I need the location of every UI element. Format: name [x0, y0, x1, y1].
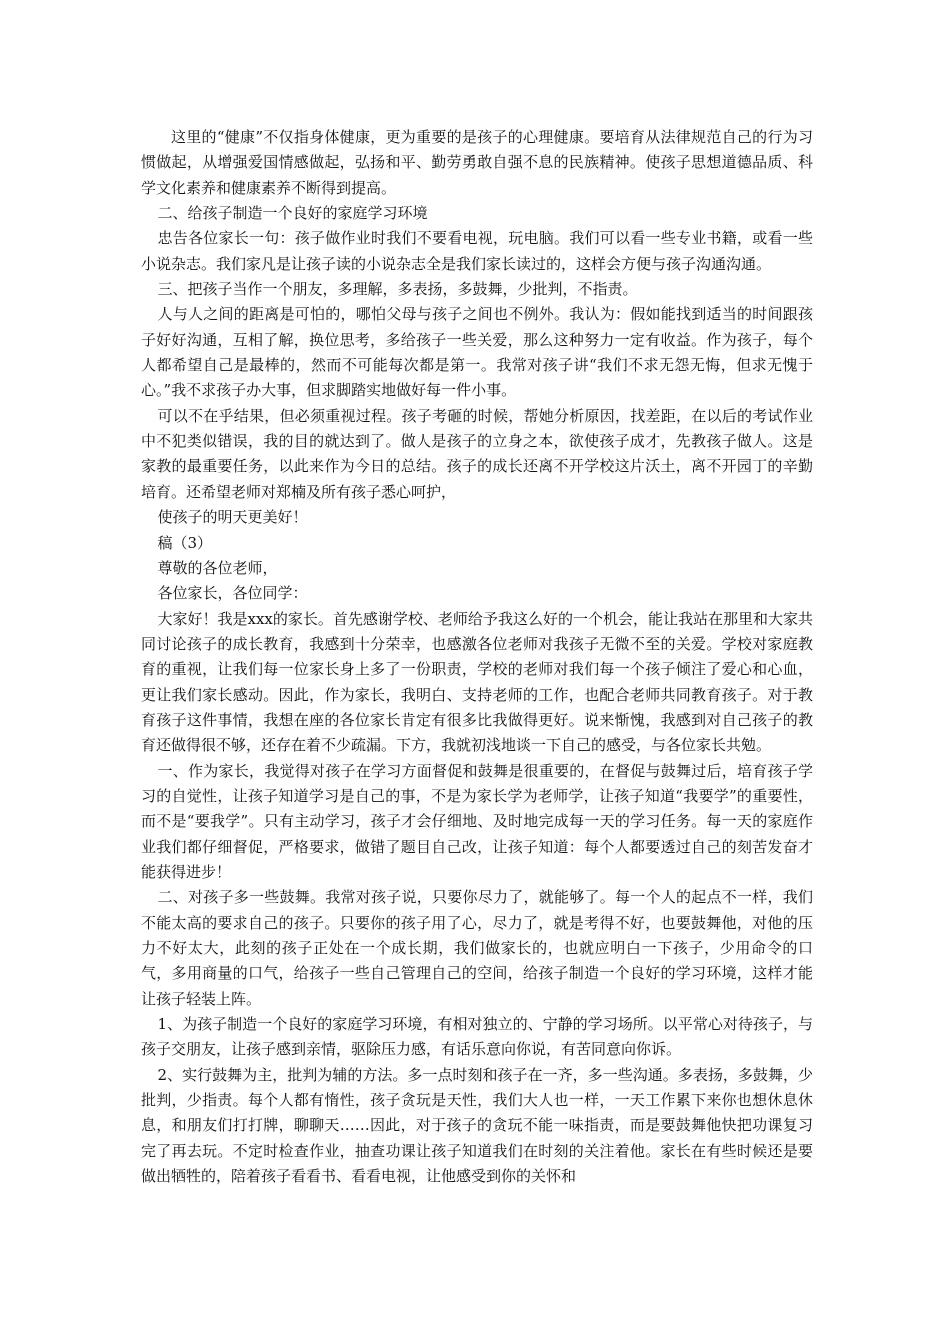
paragraph-future: 使孩子的明天更美好！	[157, 508, 308, 527]
greeting-teachers: 尊敬的各位老师，	[157, 558, 278, 577]
paragraph-sub-two: 2、实行鼓舞为主，批判为辅的方法。多一点时刻和孩子在一齐，多一些沟通。多表扬，多鼓舞，少批判，少指责。每个人都有惰性，孩子贪玩是天性，我们大人也一样，一天工作累下来你也想休息休息，和朋友们打打牌，聊聊天……因此，对于孩子的贪玩不能一味指责，而是要鼓舞他快把功课复习完了再去玩。不定时检查作业，抽查功课让孩子知道我们在时刻的关注着他。家长在有些时候还是要做出牺牲的，陪着孩子看看书、看看电视，让他感受到你的关怀和	[141, 1065, 813, 1186]
heading-home-environment: 二、给孩子制造一个良好的家庭学习环境	[157, 204, 428, 223]
heading-friend: 三、把孩子当作一个朋友，多理解，多表扬，多鼓舞，少批判，不指责。	[157, 280, 638, 299]
paragraph-health: 这里的“健康”不仅指身体健康，更为重要的是孩子的心理健康。要培育从法律规范自己的行为习惯做起，从增强爱国情感做起，弘扬和平、勤劳勇敢自强不息的民族精神。使孩子思想道德品质、科学文化素养和健康素养不断得到提高。	[141, 128, 813, 197]
paragraph-sub-one: 1、为孩子制造一个良好的家庭学习环境，有相对独立的、宁静的学习场所。以平常心对待孩子，与孩子交朋友，让孩子感到亲情，驱除压力感，有话乐意向你说，有苦同意向你诉。	[141, 1015, 813, 1059]
paragraph-point-one: 一、作为家长，我觉得对孩子在学习方面督促和鼓舞是很重要的，在督促与鼓舞过后，培育孩子学习的自觉性，让孩子知道学习是自己的事，不是为家长学为老师学，让孩子知道“我要学”的重要性，而不是“要我学”。只有主动学习，孩子才会仔细地、及时地完成每一天的学习任务。每一天的家庭作业我们都仔细督促，严格要求，做错了题目自己改，让孩子知道：每个人都要透过自己的刻苦发奋才能获得进步！	[141, 761, 813, 881]
paragraph-distance: 人与人之间的距离是可怕的，哪怕父母与孩子之间也不例外。我认为：假如能找到适当的时间跟孩子好好沟通，互相了解，换位思考，多给孩子一些关爱，那么这种努力一定有收益。作为孩子，每个人都希望自己是最棒的，然而不可能每次都是第一。我常对孩子讲“我们不求无怨无悔，但求无愧于心。”我不求孩子办大事，但求脚踏实地做好每一件小事。	[141, 305, 813, 400]
paragraph-advice: 忠告各位家长一句：孩子做作业时我们不要看电视，玩电脑。我们可以看一些专业书籍，或看一些小说杂志。我们家凡是让孩子读的小说杂志全是我们家长读过的，这样会方便与孩子沟通沟通。	[141, 229, 813, 273]
paragraph-point-two: 二、对孩子多一些鼓舞。我常对孩子说，只要你尽力了，就能够了。每一个人的起点不一样，我们不能太高的要求自己的孩子。只要你的孩子用了心，尽力了，就是考得不好，也要鼓舞他，对他的压力不好太大，此刻的孩子正处在一个成长期，我们做家长的，也就应明白一下孩子，少用命令的口气，多用商量的口气，给孩子一些自己管理自己的空间，给孩子制造一个良好的学习环境，这样才能让孩子轻装上阵。	[141, 888, 813, 1008]
greeting-parents: 各位家长，各位同学：	[157, 584, 308, 603]
document-body	[141, 125, 813, 1189]
paragraph-introduction: 大家好！我是xxx的家长。首先感谢学校、老师给予我这么好的一个机会，能让我站在那里和大家共同讨论孩子的成长教育，我感到十分荣幸，也感激各位老师对我孩子无微不至的关爱。学校对家庭教育的重视，让我们每一位家长身上多了一份职责，学校的老师对我们每一个孩子倾注了爱心和心血，更让我们家长感动。因此，作为家长，我明白、支持老师的工作，也配合老师共同教育孩子。对于教育孩子这件事情，我想在座的各位家长肯定有很多比我做得更好。说来惭愧，我感到对自己孩子的教育还做得很不够，还存在着不少疏漏。下方，我就初浅地谈一下自己的感受，与各位家长共勉。	[141, 609, 813, 755]
paragraph-process: 可以不在乎结果，但必须重视过程。孩子考砸的时候，帮她分析原因，找差距，在以后的考试作业中不犯类似错误，我的目的就达到了。做人是孩子的立身之本，欲使孩子成才，先教孩子做人。这是家教的最重要任务，以此来作为今日的总结。孩子的成长还离不开学校这片沃土，离不开园丁的辛勤培育。还希望老师对郑楠及所有孩子悉心呵护，	[141, 406, 813, 501]
draft-label: 稿（3）	[157, 533, 213, 552]
